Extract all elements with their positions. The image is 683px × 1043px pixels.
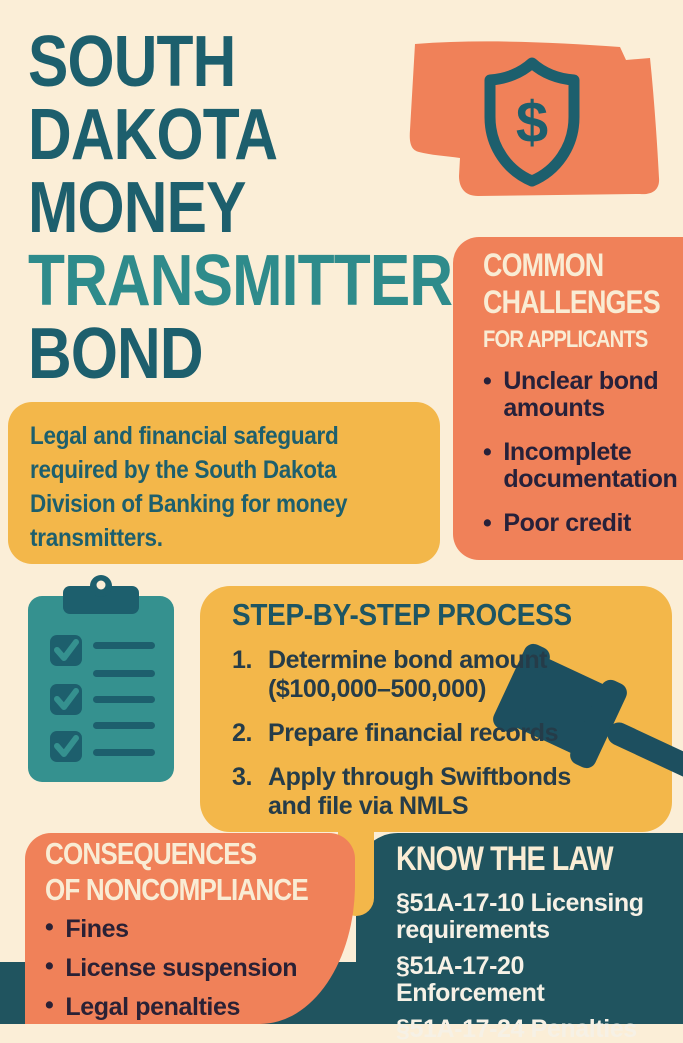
checklist-clipboard-icon bbox=[18, 572, 188, 792]
bullet-dot: • bbox=[483, 509, 492, 537]
list-item-text: Unclear bond amounts bbox=[503, 367, 659, 422]
list-item bbox=[483, 510, 673, 537]
step-number: 2. bbox=[232, 719, 253, 747]
challenges-list bbox=[483, 367, 678, 537]
intro-line: Legal and financial safeguard bbox=[30, 422, 339, 450]
list-item bbox=[483, 438, 678, 493]
list-item bbox=[45, 992, 335, 1022]
step-text: Prepare financial records bbox=[268, 719, 559, 747]
step-text: Apply through Swiftbonds and file via NMLS bbox=[268, 763, 571, 820]
law-item: §51A-17-10 Licensing requirements bbox=[396, 889, 644, 944]
consequences-heading-line: OF NONCOMPLIANCE bbox=[45, 872, 308, 907]
intro-line: Division of Banking for money bbox=[30, 490, 348, 518]
bullet-dot: • bbox=[45, 991, 54, 1019]
consequences-heading-line: CONSEQUENCES bbox=[45, 836, 257, 871]
intro-line: transmitters. bbox=[30, 524, 163, 552]
process-heading: STEP-BY-STEP PROCESS bbox=[232, 597, 572, 632]
bullet-dot: • bbox=[45, 952, 54, 980]
bullet-dot: • bbox=[483, 367, 492, 395]
title-line: MONEY bbox=[28, 168, 246, 248]
title-line: DAKOTA bbox=[28, 95, 278, 175]
intro-line: required by the South Dakota bbox=[30, 456, 337, 484]
process-steps bbox=[232, 646, 586, 821]
step-text: Determine bond amount ($100,000–500,000) bbox=[268, 646, 548, 703]
intro-text bbox=[30, 419, 347, 555]
list-item-text: License suspension bbox=[65, 954, 298, 982]
challenges-subheading: FOR APPLICANTS bbox=[483, 326, 648, 353]
consequences-list bbox=[45, 914, 335, 1022]
title-line: BOND bbox=[28, 314, 203, 394]
list-item bbox=[483, 368, 673, 422]
law-item: §51A-17-24 Penalties bbox=[396, 1015, 637, 1043]
law-heading: KNOW THE LAW bbox=[396, 840, 613, 878]
step-number: 3. bbox=[232, 763, 253, 791]
bullet-dot: • bbox=[45, 913, 54, 941]
svg-text:$: $ bbox=[515, 90, 549, 155]
page-title bbox=[28, 22, 453, 394]
challenges-heading bbox=[483, 247, 660, 321]
list-item-text: Poor credit bbox=[503, 509, 631, 537]
law-list bbox=[396, 890, 668, 1043]
list-item-text: Incomplete documentation bbox=[503, 438, 678, 493]
title-line: SOUTH bbox=[28, 22, 236, 102]
consequences-heading bbox=[45, 836, 308, 908]
process-step bbox=[232, 719, 586, 748]
list-item-text: Fines bbox=[65, 915, 129, 943]
bullet-dot: • bbox=[483, 438, 492, 466]
law-item: §51A-17-20 Enforcement bbox=[396, 952, 545, 1007]
step-number: 1. bbox=[232, 646, 253, 674]
process-step bbox=[232, 646, 586, 704]
process-step bbox=[232, 763, 586, 821]
challenges-heading-line: COMMON bbox=[483, 247, 604, 283]
challenges-heading-line: CHALLENGES bbox=[483, 284, 660, 320]
list-item bbox=[45, 914, 335, 944]
list-item-text: Legal penalties bbox=[65, 993, 240, 1021]
title-line-accent: TRANSMITTER bbox=[28, 241, 453, 321]
list-item bbox=[45, 953, 335, 983]
